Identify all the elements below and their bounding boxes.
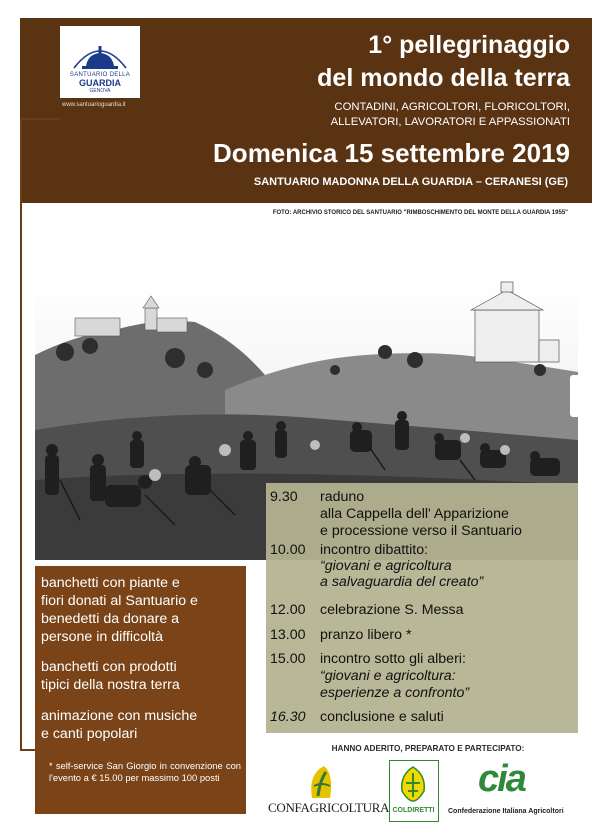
logo-line-genova: GENOVA (89, 88, 111, 94)
confagricoltura-logo[interactable] (268, 762, 390, 820)
side-text: banchetti con prodotti (41, 659, 177, 675)
schedule-text: incontro dibattito: (320, 542, 429, 558)
schedule-text: incontro sotto gli alberi: (320, 651, 466, 667)
footnote: * self-service San Giorgio in convenzione con l'evento a € 15.00 per massimo 100 posti (49, 760, 241, 783)
partners-title: HANNO ADERITO, PREPARATO E PARTECIPATO: (331, 744, 525, 753)
schedule-text: “giovani e agricoltura (320, 558, 452, 574)
schedule-text: e processione verso il Santuario (320, 523, 522, 539)
event-date: Domenica 15 settembre 2019 (213, 138, 570, 168)
side-text: persone in difficoltà (41, 629, 163, 645)
schedule-text: pranzo libero * (320, 627, 412, 643)
cia-mark: cia (478, 758, 525, 800)
event-venue: SANTUARIO MADONNA DELLA GUARDIA – CERANESI (GE) (253, 176, 568, 188)
side-text: benedetti da donare a (41, 611, 180, 627)
schedule-time: 10.00 (270, 542, 306, 558)
logo-line-santuario: SANTUARIO DELLA (69, 72, 131, 78)
cia-label: Confederazione Italiana Agricoltori (448, 808, 564, 815)
sanctuary-logo[interactable] (60, 26, 140, 98)
side-text: tipici della nostra terra (41, 677, 180, 693)
schedule-time: 15.00 (270, 651, 306, 667)
subtitle-line-1: CONTADINI, AGRICOLTORI, FLORICOLTORI, (334, 101, 570, 113)
side-text: fiori donati al Santuario e (41, 593, 198, 609)
title-line-1: 1° pellegrinaggio (368, 31, 570, 59)
schedule-text: alla Cappella dell' Apparizione (320, 506, 509, 522)
schedule-text: celebrazione S. Messa (320, 602, 464, 618)
frame-line-bottom (20, 749, 36, 751)
photo-credit: FOTO: ARCHIVIO STORICO DEL SANTUARIO "RIMBOSCHIMENTO DEL MONTE DELLA GUARDIA 1955" (272, 210, 568, 216)
coldiretti-label: COLDIRETTI (392, 807, 435, 814)
coldiretti-logo[interactable] (389, 760, 439, 822)
frame-line-vertical (20, 118, 22, 751)
website-link[interactable]: www.santuarioguardia.it (62, 102, 126, 108)
side-text: banchetti con piante e (41, 575, 180, 591)
schedule-panel (266, 483, 578, 733)
schedule-text: raduno (320, 489, 365, 505)
schedule-text: esperienze a confronto” (320, 685, 470, 701)
schedule-text: “giovani e agricoltura: (320, 668, 456, 684)
schedule-time: 13.00 (270, 627, 306, 643)
confagricoltura-label: CONFAGRICOLTURA (268, 800, 390, 815)
wheat-icon (268, 762, 378, 802)
side-info-panel (35, 566, 246, 814)
side-text: animazione con musiche (41, 708, 198, 724)
schedule-time: 12.00 (270, 602, 306, 618)
schedule-time: 9.30 (270, 489, 298, 505)
schedule-text: a salvaguardia del creato” (320, 574, 484, 590)
cia-logo[interactable] (448, 758, 580, 820)
coldiretti-emblem-icon (390, 761, 437, 805)
logo-line-guardia: GUARDIA (79, 78, 121, 88)
side-text: e canti popolari (41, 726, 138, 742)
photo-corner-notch (570, 375, 580, 417)
title-line-2: del mondo della terra (317, 64, 570, 92)
subtitle-line-2: ALLEVATORI, LAVORATORI E APPASSIONATI (330, 116, 570, 128)
frame-line-top (20, 118, 60, 120)
schedule-text: conclusione e saluti (320, 709, 444, 725)
schedule-time: 16.30 (270, 709, 306, 725)
